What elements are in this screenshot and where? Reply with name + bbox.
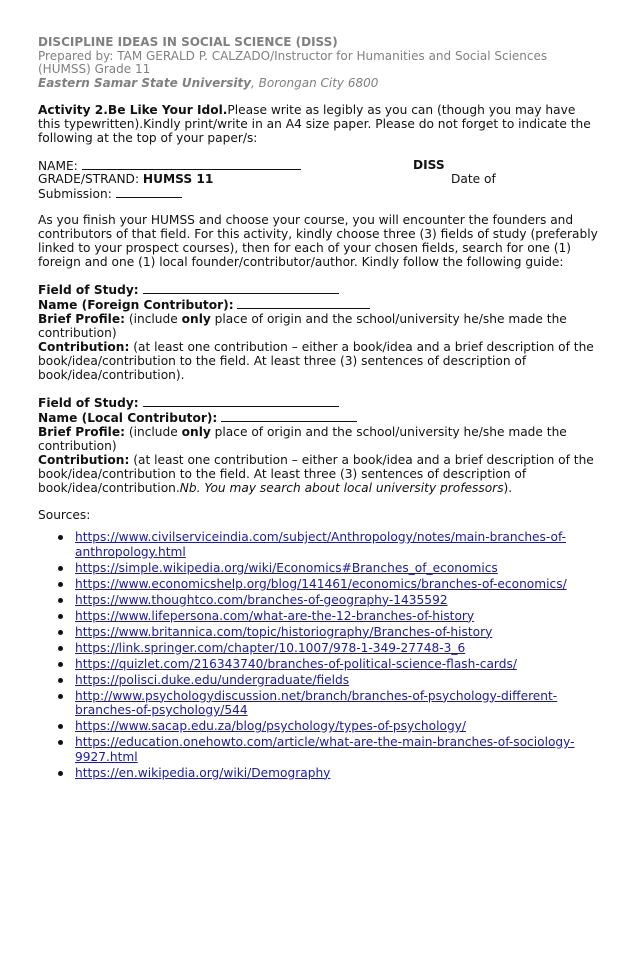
local-name-blank xyxy=(221,410,357,422)
date-label: Date of xyxy=(451,172,496,186)
local-profile-only: only xyxy=(181,425,211,439)
local-contribution-label: Contribution: xyxy=(38,453,130,467)
submission-label: Submission: xyxy=(38,187,112,201)
foreign-profile-pre: (include xyxy=(128,312,182,326)
name-blank xyxy=(82,158,301,170)
subject-code: DISS xyxy=(413,158,445,172)
list-item xyxy=(75,625,598,640)
local-profile-label: Brief Profile: xyxy=(38,425,125,439)
foreign-field-label: Field of Study: xyxy=(38,283,139,297)
course-title: DISCIPLINE IDEAS IN SOCIAL SCIENCE (DISS) xyxy=(38,35,338,49)
local-name-label: Name (Local Contributor): xyxy=(38,411,218,425)
list-item xyxy=(75,530,598,559)
list-item xyxy=(75,577,598,592)
foreign-name-blank xyxy=(237,297,370,309)
source-link[interactable]: https://www.thoughtco.com/branches-of-geography-1435592 xyxy=(75,592,448,607)
grade-row xyxy=(38,172,598,186)
source-link[interactable]: https://www.economicshelp.org/blog/141461/economics/branches-of-economics/ xyxy=(75,576,567,591)
source-link[interactable]: https://www.britannica.com/topic/historiography/Branches-of-history xyxy=(75,624,493,639)
source-link[interactable]: https://link.springer.com/chapter/10.1007/978-1-349-27748-3_6 xyxy=(75,640,466,655)
list-item xyxy=(75,609,598,624)
source-link[interactable]: https://simple.wikipedia.org/wiki/Economics#Branches_of_economics xyxy=(75,560,498,575)
local-field-blank xyxy=(143,395,339,407)
list-item xyxy=(75,673,598,688)
grade-label: GRADE/STRAND: xyxy=(38,172,140,186)
foreign-contribution-text: (at least one contribution – either a book/idea and a brief description of the book/idea/contribution to the field. At least three (3) sentences of description of book/idea/contribution). xyxy=(38,340,594,382)
activity-text: Please write as legibly as you can (though you may have this typewritten).Kindly print/write in an A4 size paper. Please do not forget to indicate the following at the top of your paper/s: xyxy=(38,103,591,145)
source-link[interactable]: https://en.wikipedia.org/wiki/Demography xyxy=(75,765,331,780)
prepared-by: Prepared by: TAM GERALD P. CALZADO/Instructor for Humanities and Social Sciences (HUMSS) Grade 11 xyxy=(38,48,548,76)
foreign-contribution-label: Contribution: xyxy=(38,340,130,354)
source-link[interactable]: https://quizlet.com/216343740/branches-of-political-science-flash-cards/ xyxy=(75,656,517,671)
list-item xyxy=(75,766,598,781)
local-profile-post: place of origin and the school/university he/she made the contribution) xyxy=(38,425,567,453)
source-link[interactable]: http://www.psychologydiscussion.net/branch/branches-of-psychology-different-branches-of-psychology/544 xyxy=(75,688,558,717)
list-item xyxy=(75,657,598,672)
name-row xyxy=(38,158,598,172)
local-profile-pre: (include xyxy=(128,425,182,439)
list-item xyxy=(75,561,598,576)
document-header xyxy=(38,36,598,90)
university-location: , Borongan City 6800 xyxy=(251,75,379,90)
local-contribution-note: Nb. You may search about local university professors xyxy=(179,481,504,495)
local-contribution-end: ). xyxy=(503,481,513,495)
local-section xyxy=(38,395,598,495)
source-link[interactable]: https://www.civilserviceindia.com/subject/Anthropology/notes/main-branches-of-anthropology.html xyxy=(75,530,566,559)
sources-list xyxy=(38,530,598,780)
institution xyxy=(38,77,598,91)
local-field-label: Field of Study: xyxy=(38,396,139,410)
foreign-section xyxy=(38,282,598,382)
intro-paragraph: As you finish your HUMSS and choose your course, you will encounter the founders and contributors of that field. For this activity, kindly choose three (3) fields of study (preferably linked to your prospect courses), then for each of your chosen fields, search for one (1) foreign and one (1) local founder/contributor/author. Kindly follow the following guide: xyxy=(38,213,598,269)
source-link[interactable]: https://www.sacap.edu.za/blog/psychology/types-of-psychology/ xyxy=(75,719,466,733)
submission-blank xyxy=(116,186,182,198)
foreign-profile-only: only xyxy=(181,312,211,326)
university-name: Eastern Samar State University xyxy=(38,75,252,90)
foreign-profile-label: Brief Profile: xyxy=(38,312,125,326)
activity-instructions xyxy=(38,103,598,145)
local-contribution-text: (at least one contribution – either a book/idea and a brief description of the book/idea/contribution to the field. At least three (3) sentences of description of book/idea/contribution. xyxy=(38,453,594,495)
submission-row xyxy=(38,186,598,200)
list-item xyxy=(75,689,598,718)
source-link[interactable]: https://www.lifepersona.com/what-are-the-12-branches-of-history xyxy=(75,608,475,623)
foreign-field-blank xyxy=(143,282,339,294)
list-item xyxy=(75,593,598,608)
grade-value: HUMSS 11 xyxy=(142,172,214,186)
list-item xyxy=(75,641,598,656)
activity-title: Activity 2.Be Like Your Idol. xyxy=(38,103,228,117)
sources-label: Sources: xyxy=(38,508,91,522)
list-item xyxy=(75,735,598,764)
source-link[interactable]: https://polisci.duke.edu/undergraduate/fields xyxy=(75,672,350,687)
source-link[interactable]: https://education.onehowto.com/article/what-are-the-main-branches-of-sociology-9927.html xyxy=(75,735,575,764)
list-item xyxy=(75,719,598,734)
foreign-name-label: Name (Foreign Contributor): xyxy=(38,298,234,312)
name-label: NAME: xyxy=(38,159,78,173)
foreign-profile-post: place of origin and the school/university he/she made the contribution) xyxy=(38,312,567,340)
